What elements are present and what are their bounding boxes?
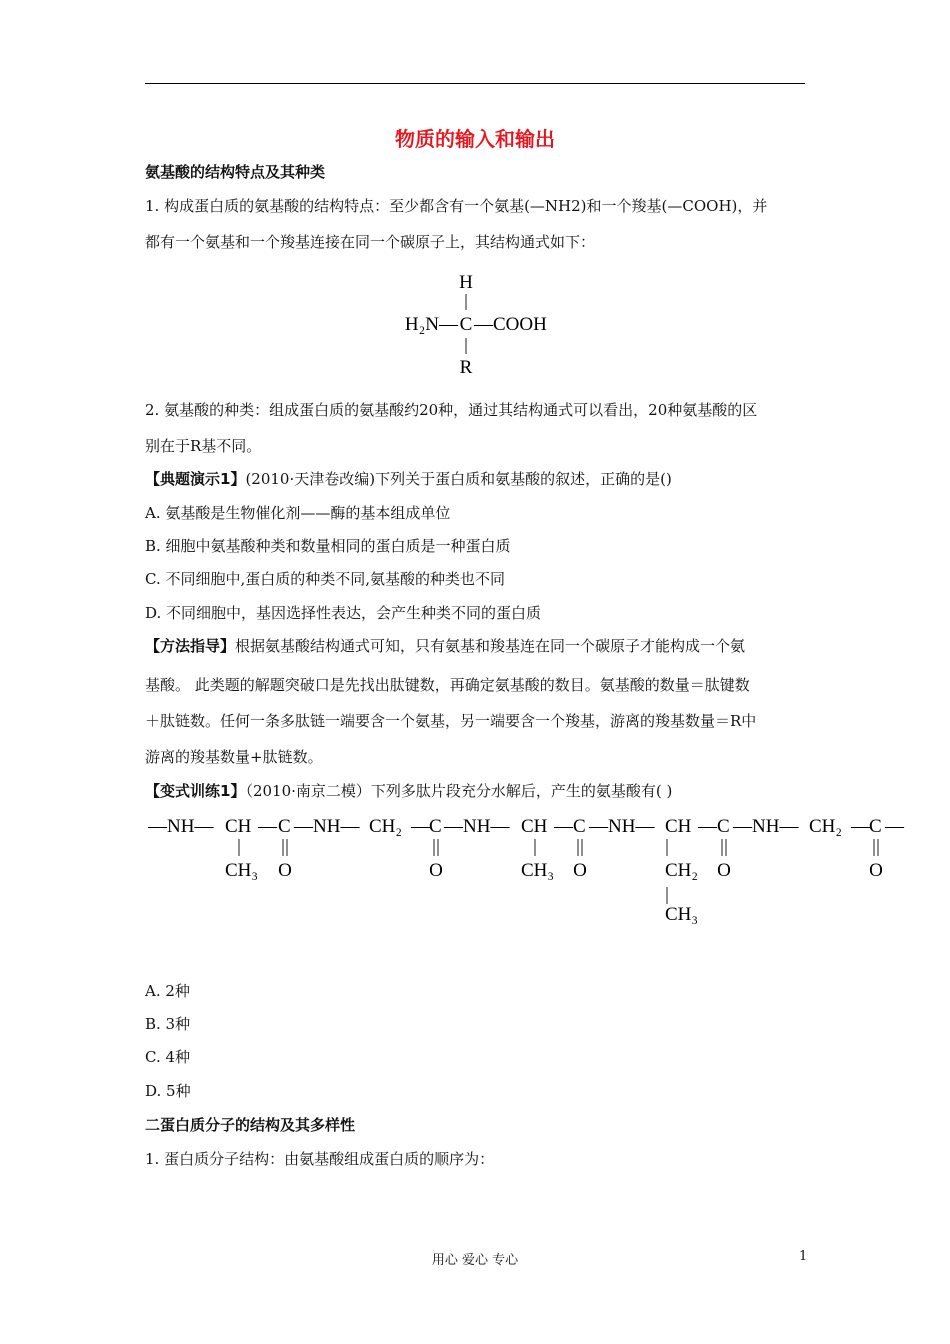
polypeptide-structure: [145, 808, 910, 933]
peptide-chain-11: C: [573, 816, 586, 837]
formula-h2n: H₂N—: [404, 314, 458, 335]
page-number: 1: [799, 1249, 808, 1264]
example-label: 【典题演示1】: [145, 470, 246, 488]
peptide-chain-6: —: [411, 816, 430, 837]
method-line-1: 【方法指导】根据氨基酸结构通式可知，只有氨基和羧基连在同一个碳原子才能构成一个氨: [145, 637, 746, 655]
formula-r: R: [459, 357, 473, 378]
peptide-chain-0: —NH—: [148, 816, 214, 837]
page-footer: 用心 爱心 专心: [431, 1253, 519, 1268]
peptide-chain-12: —NH—: [589, 816, 655, 837]
variant-label: 【变式训练1】: [145, 782, 246, 800]
variant-option-d: D. 5种: [145, 1082, 191, 1100]
peptide-ch2-side: CH₂: [665, 860, 699, 881]
peptide-o-2: O: [429, 860, 443, 881]
example-option-d: D. 不同细胞中，基因选择性表达，会产生种类不同的蛋白质: [145, 604, 542, 622]
formula-cooh: —COOH: [474, 314, 547, 335]
example-question: [145, 469, 672, 489]
peptide-chain-14: —: [698, 816, 717, 837]
peptide-o-5: O: [869, 860, 883, 881]
peptide-chain-1: CH: [225, 816, 252, 837]
amino-acid-general-formula: [390, 268, 570, 380]
peptide-chain-19: C: [869, 816, 882, 837]
peptide-ch3-1: CH₃: [225, 860, 259, 881]
peptide-chain-15: C: [717, 816, 730, 837]
peptide-chain-9: CH: [521, 816, 548, 837]
method-label: 【方法指导】: [145, 637, 236, 655]
variant-stem: （2010·南京二模）下列多肽片段充分水解后，产生的氨基酸有( ): [245, 782, 673, 800]
variant-option-c: C. 4种: [145, 1048, 191, 1066]
peptide-chain-3: C: [278, 816, 291, 837]
paragraph-3: 1. 蛋白质分子结构：由氨基酸组成蛋白质的顺序为：: [145, 1150, 495, 1168]
variant-option-b: B. 3种: [145, 1015, 191, 1033]
peptide-chain-8: —NH—: [444, 816, 510, 837]
peptide-o-4: O: [717, 860, 731, 881]
peptide-chain-13: CH: [665, 816, 692, 837]
peptide-o-3: O: [573, 860, 587, 881]
method-line-3: ＋肽链数。任何一条多肽链一端要含一个氨基，另一端要含一个羧基，游离的羧基数量＝R中: [145, 712, 757, 730]
method-line-2: 基酸。 此类题的解题突破口是先找出肽键数，再确定氨基酸的数目。氨基酸的数量＝肽键数: [145, 676, 750, 694]
peptide-o-1: O: [278, 860, 292, 881]
peptide-ch3-3: CH₃: [665, 904, 699, 925]
paragraph-2-line-2: 别在于R基不同。: [145, 437, 262, 455]
variant-option-a: A. 2种: [145, 982, 190, 1000]
example-option-c: C. 不同细胞中,蛋白质的种类不同,氨基酸的种类也不同: [145, 570, 506, 588]
formula-c: C: [459, 314, 473, 335]
peptide-chain-5: CH₂: [369, 816, 403, 837]
peptide-chain-18: —: [851, 816, 870, 837]
peptide-chain-17: CH₂: [809, 816, 843, 837]
peptide-chain-16: —NH—: [733, 816, 799, 837]
section-heading-protein-structure: 二蛋白质分子的结构及其多样性: [145, 1116, 356, 1134]
peptide-chain-20: —: [885, 816, 904, 837]
paragraph-2-line-1: 2. 氨基酸的种类：组成蛋白质的氨基酸约20种，通过其结构通式可以看出，20种氨基酸的区: [145, 401, 758, 419]
example-option-a: A. 氨基酸是生物催化剂——酶的基本组成单位: [145, 504, 451, 522]
peptide-chain-4: —NH—: [294, 816, 360, 837]
method-line-4: 游离的羧基数量+肽链数。: [145, 748, 323, 766]
paragraph-1-line-1: 1. 构成蛋白质的氨基酸的结构特点：至少都含有一个氨基(—NH2)和一个羧基(—COOH)，并: [145, 197, 768, 215]
formula-h: H: [459, 272, 473, 293]
example-stem: (2010·天津卷改编)下列关于蛋白质和氨基酸的叙述，正确的是(): [245, 470, 672, 488]
page-title: 物质的输入和输出: [395, 127, 555, 151]
header-rule: [145, 83, 805, 84]
peptide-chain-10: —: [554, 816, 573, 837]
section-heading-amino-acids: 氨基酸的结构特点及其种类: [145, 163, 326, 181]
paragraph-1-line-2: 都有一个氨基和一个羧基连接在同一个碳原子上，其结构通式如下：: [145, 233, 596, 251]
peptide-ch3-2: CH₃: [521, 860, 555, 881]
variant-question: [145, 781, 672, 801]
peptide-chain-7: C: [429, 816, 442, 837]
peptide-chain-2: —: [258, 816, 277, 837]
example-option-b: B. 细胞中氨基酸种类和数量相同的蛋白质是一种蛋白质: [145, 537, 511, 555]
